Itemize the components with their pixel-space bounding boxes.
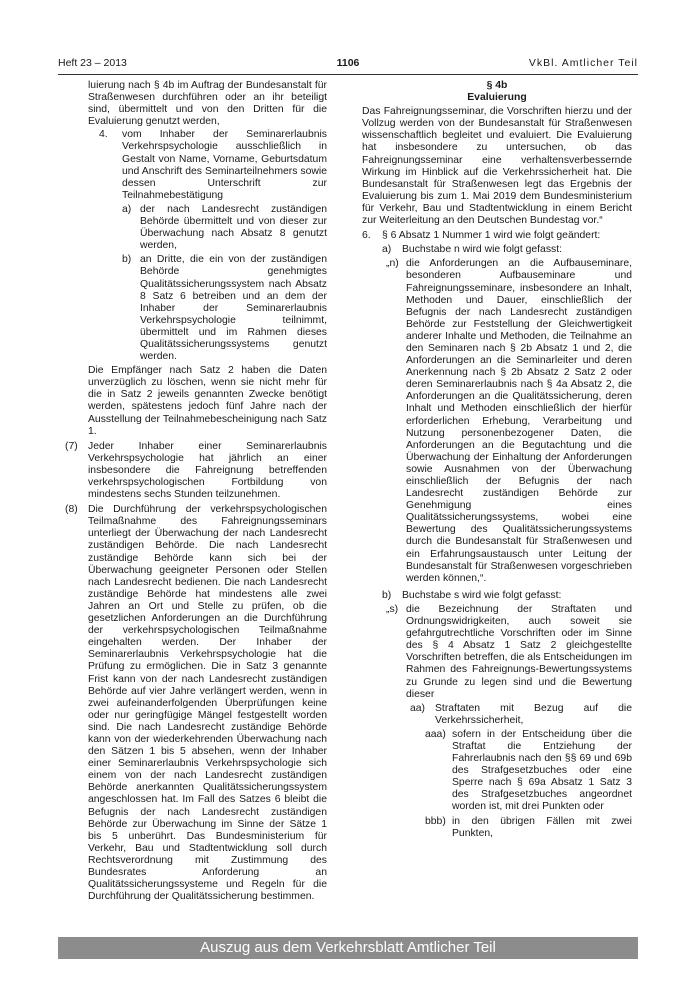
list-item-6 bbox=[362, 230, 632, 242]
list-text: in den übrigen Fällen mit zwei Punkten, bbox=[452, 815, 632, 839]
list-label: aa) bbox=[410, 702, 426, 714]
list-label: a) bbox=[122, 203, 132, 215]
paragraph: Die Empfänger nach Satz 2 haben die Daten unverzüglich zu löschen, wenn sie nicht mehr für die in Satz 2 jeweils genannten Zwecke benötigt werden, spätestens jedoch fünf Jahre nach der Ausstellung der Teilnahmebescheinigung nach Satz 1. bbox=[88, 365, 327, 437]
list-label: „n) bbox=[386, 258, 399, 270]
section-title: Evaluierung bbox=[467, 92, 527, 104]
paragraph: luierung nach § 4b im Auftrag der Bundesanstalt für Straßenwesen durchführen oder an ihr beteiligt sind, übermittelt und von den Dritten für die Evaluierung genutzt werden, bbox=[88, 80, 327, 128]
list-text: die Bezeichnung der Straftaten und Ordnungswidrigkeiten, auch soweit sie gefahrgutrechtliche Vorschriften oder im Sinne des § 4 Absatz 1 Satz 2 gleichgestellte Vorschriften betreffen, die als Entscheidungen im Rahmen des Fahreignungs-Bewertungssystems zu Grunde zu legen sind und die Bewertung dieser bbox=[406, 603, 632, 700]
list-label: bbb) bbox=[425, 815, 446, 827]
list-item-a bbox=[362, 244, 632, 256]
journal-title: VkBl. Amtlicher Teil bbox=[528, 57, 638, 69]
list-item-aa bbox=[362, 703, 632, 727]
list-text: § 6 Absatz 1 Nummer 1 wird wie folgt geändert: bbox=[382, 230, 601, 242]
left-column bbox=[65, 80, 327, 903]
section-7 bbox=[65, 441, 327, 501]
section-label: (8) bbox=[65, 504, 78, 516]
list-text: sofern in der Entscheidung über die Straftat die Entziehung der Fahrerlaubnis nach den §§ 69 und 69b des Strafgesetzbuches oder eine Sperre nach § 69a Absatz 1 Satz 3 des Strafgesetzbuches angeordnet worden ist, mit drei Punkten oder bbox=[452, 728, 632, 813]
paragraph: Das Fahreignungsseminar, die Vorschriften hierzu und der Vollzug werden von der Bundesanstalt für Straßenwesen wissenschaftlich begleitet und evaluiert. Die Evaluierung hat insbesondere zu untersuchen, ob das Fahreignungsseminar eine verhaltensverbessernde Wirkung im Hinblick auf die Verkehrssicherheit hat. Die Bundesanstalt für Straßenwesen legt das Ergebnis der Evaluierung bis zum 1. Mai 2019 dem Bundesministerium für Verkehr, Bau und Stadtentwicklung in einem Bericht zur Weiterleitung an den Deutschen Bundestag vor.“ bbox=[362, 106, 632, 227]
list-text: an Dritte, die ein von der zuständigen Behörde genehmigtes Qualitätssicherungssystem nach Absatz 8 Satz 6 betreiben und an dem der Inhaber der Seminarerlaubnis Verkehrspsychologie teilnimmt, übermittelt und im Rahmen dieses Qualitätssicherungssystems genutzt werden. bbox=[140, 254, 327, 363]
list-item-aaa bbox=[362, 729, 632, 814]
list-text: vom Inhaber der Seminarerlaubnis Verkehrspsychologie ausschließlich in Gestalt von Name, Vorname, Geburtsdatum und Anschrift des Seminarteilnehmers sowie dessen Unterschrift zur Teilnahmebestätigung bbox=[122, 129, 327, 201]
list-label: a) bbox=[382, 244, 392, 256]
list-label: 4. bbox=[99, 129, 108, 141]
list-item-b bbox=[65, 254, 327, 363]
list-label: „s) bbox=[386, 603, 399, 615]
page-number: 1106 bbox=[336, 57, 360, 69]
list-text: Buchstabe s wird wie folgt gefasst: bbox=[402, 589, 562, 601]
section-text: Jeder Inhaber einer Seminarerlaubnis Verkehrspsychologie hat jährlich an einer insbesondere die Fahreignung betreffenden verkehrspsychologischen Fortbildung von mindestens sechs Stunden teilzunehmen. bbox=[88, 440, 327, 501]
issue-number: Heft 23 – 2013 bbox=[58, 57, 127, 69]
list-item-a bbox=[65, 204, 327, 252]
list-text: Buchstabe n wird wie folgt gefasst: bbox=[402, 244, 562, 256]
section-8 bbox=[65, 504, 327, 903]
header-rule bbox=[58, 74, 638, 75]
list-item-n bbox=[362, 258, 632, 585]
list-item-s bbox=[362, 604, 632, 701]
list-label: aaa) bbox=[425, 728, 446, 740]
section-heading: § 4b bbox=[486, 80, 508, 91]
footer-banner: Auszug aus dem Verkehrsblatt Amtlicher Teil bbox=[58, 937, 638, 959]
list-label: b) bbox=[122, 254, 132, 266]
list-label: 6. bbox=[362, 230, 371, 242]
list-item-4 bbox=[65, 129, 327, 202]
list-text: der nach Landesrecht zuständigen Behörde übermittelt und von dieser zur Überwachung nach Absatz 8 genutzt werden, bbox=[140, 203, 327, 252]
right-column bbox=[362, 80, 632, 840]
list-item-b bbox=[362, 590, 632, 602]
list-text: Straftaten mit Bezug auf die Verkehrssicherheit, bbox=[435, 702, 632, 726]
section-text: Die Durchführung der verkehrspsychologischen Teilmaßnahme des Fahreignungsseminars unterliegt der Überwachung der nach Landesrecht zuständigen Behörde. Die nach Landesrecht zuständige Behörde kann sich bei der Überwachung geeigneter Personen oder Stellen nach Landesrecht bedienen. Die nach Landesrecht zuständige Behörde hat mindestens alle zwei Jahren an Ort und Stelle zu prüfen, ob die gesetzlichen Anforderungen an die Durchführung der verkehrspsychologischen Teilmaßnahme eingehalten werden. Der Inhaber der Seminarerlaubnis Verkehrspsychologie hat die Prüfung zu ermöglichen. Die in Satz 3 genannte Frist kann von der nach Landesrecht zuständigen Behörde auf vier Jahre verlängert werden, wenn in zwei aufeinanderfolgenden Überprüfungen keine oder nur geringfügige Mängel festgestellt worden sind. Die nach Landesrecht zuständige Behörde kann von der wiederkehrenden Überwachung nach den Sätzen 1 bis 5 absehen, wenn der Inhaber einer Seminarerlaubnis Verkehrspsychologie sich einem von der nach Landesrecht zuständigen Behörde anerkannten Qualitätssicherungssystem angeschlossen hat. Im Fall des Satzes 6 bleibt die Befugnis der nach Landesrecht zuständigen Behörde zur Überwachung im Sinne der Sätze 1 bis 5 unberührt. Das Bundesministerium für Verkehr, Bau und Stadtentwicklung soll durch Rechtsverordnung mit Zustimmung des Bundesrates Anforderung an Qualitätssicherungssysteme und Regeln für die Durchführung der Qualitätssicherung bestimmen. bbox=[88, 504, 327, 903]
list-label: b) bbox=[382, 589, 392, 601]
page-header bbox=[58, 57, 638, 73]
list-text: die Anforderungen an die Aufbauseminare, besonderen Aufbauseminare und Fahreignungsseminare, insbesondere an Inhalt, Methoden und Dauer, einschließlich der Befugnis der nach Landesrecht zuständigen Behörde zur Feststellung der Gleichwertigkeit anderer Inhalte und Methoden, die Teilnahme an den Seminaren nach § 2b Absatz 1 und 2, die Anforderungen an die Seminarleiter und deren Anerkennung nach § 2b Absatz 2 Satz 2 oder deren Seminarerlaubnis nach § 4a Absatz 2, die Anforderungen an die Qualitätssicherung, deren Inhalt und Methoden einschließlich der hierfür erforderlichen Erhebung, Verarbeitung und Nutzung personenbezogener Daten, die Anforderungen an die Begutachtung und die Überwachung der Einhaltung der Anforderungen sowie Ausnahmen von der Überwachung einschließlich der Befugnis der nach Landesrecht zuständigen Behörde zur Genehmigung eines Qualitätssicherungssystems, wobei eine Bewertung des Qualitätssicherungssystems durch die Bundesanstalt für Straßenwesen und ein Erfahrungsaustausch unter Leitung der Bundesanstalt für Straßenwesen vorgeschrieben werden können,“. bbox=[406, 258, 632, 584]
list-item-bbb bbox=[362, 816, 632, 840]
section-label: (7) bbox=[65, 440, 78, 452]
